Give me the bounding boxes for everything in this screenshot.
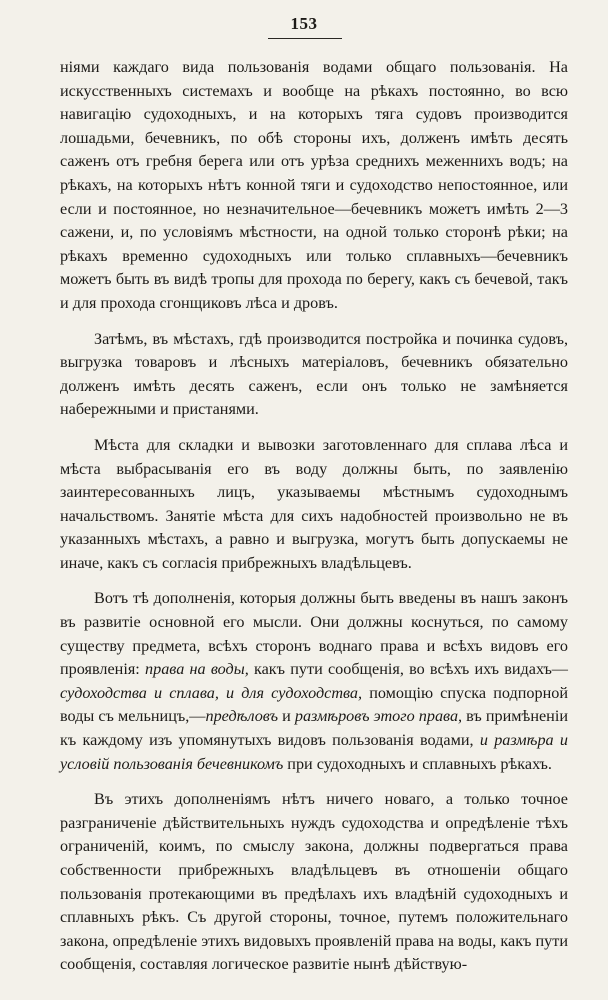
text-segment: въ примѣненіи къ каждому изъ упомянутыхъ видовъ пользованія водами, [60, 707, 568, 750]
text-segment: Въ этихъ дополненіямъ нѣтъ ничего новаго, а только точное разграниченіе дѣйствительныхъ нуждъ судоходства и опредѣленіе тѣхъ ограниченій, коимъ, по смыслу закона, должны подвергаться права собственности прибрежныхъ владѣльцевъ въ отношеніи общаго пользованія протекающими въ предѣлахъ ихъ владѣній судоходныхъ и сплавныхъ рѣкъ. Съ другой стороны, точное, путемъ положительнаго закона, опредѣленіе этихъ видовыхъ проявленій права на воды, какъ пути сообщенія, составляя логическое развитіе нынѣ дѣйствую- [60, 790, 568, 974]
text-segment: Мѣста для складки и вывозки заготовленнаго для сплава лѣса и мѣста выбрасыванія его въ воду должны быть, по заявленію заинтересованныхъ лицъ, указываемы мѣстнымъ судоходнымъ начальствомъ. Занятіе мѣста для сихъ надобностей произвольно не въ указанныхъ мѣстахъ, а равно и выгрузка, могутъ быть допускаемы не иначе, какъ съ согласія прибрежныхъ владѣльцевъ. [60, 435, 568, 572]
page-header [0, 14, 608, 36]
paragraph-continuation [60, 56, 568, 316]
paragraph [60, 328, 568, 422]
text-segment: ніями каждаго вида пользованія водами общаго пользованія. На искусственныхъ системахъ и вообще на рѣкахъ постоянно, во всю навигацію судоходныхъ, и на которыхъ тяга судовъ производится лошадьми, бечевникъ, по обѣ стороны ихъ, долженъ имѣть десять саженъ отъ гребня берега или отъ урѣза среднихъ меженнихъ водъ; на рѣкахъ, на которыхъ нѣтъ конной тяги и судоходство непостоянное, или если и постоянное, но незначительное—бечевникъ можетъ имѣть 2—3 сажени, и, по условіямъ мѣстности, на одной только сторонѣ рѣки; на рѣкахъ временно судоходныхъ или только сплавныхъ—бечевникъ можетъ быть въ видѣ тропы для прохода по берегу, какъ съ бечевой, такъ и для прохода сгонщиковъ лѣса и дровъ. [60, 58, 568, 312]
italic-segment: предѣловъ [205, 707, 279, 726]
paragraph [60, 788, 568, 977]
text-segment: Вотъ тѣ дополненія, которыя должны быть введены въ нашъ законъ въ развитіе основной его мысли. Они должны коснуться, по самому существу предмета, всѣхъ сторонъ воднаго права и всѣхъ видовъ его проявленія: [60, 589, 568, 679]
paragraph [60, 587, 568, 776]
text-segment: помощію спуска подпорной воды съ мельницъ,— [60, 683, 568, 726]
text-segment: при судоходныхъ и сплавныхъ рѣкахъ. [283, 754, 552, 773]
header-rule [268, 38, 342, 39]
italic-segment: размѣровъ этого права, [294, 707, 463, 726]
page-number: 153 [290, 14, 318, 33]
text-segment: какъ пути сообщенія, во всѣхъ ихъ видахъ— [248, 660, 568, 679]
paragraph [60, 434, 568, 576]
page-body [60, 56, 568, 977]
italic-segment: права на воды, [145, 660, 249, 679]
italic-segment: и размѣра и условій пользованія бечевникомъ [60, 731, 568, 773]
text-segment: и [278, 707, 295, 726]
italic-segment: судоходства и сплава, и для судоходства, [60, 683, 363, 702]
text-segment: Затѣмъ, въ мѣстахъ, гдѣ производится постройка и починка судовъ, выгрузка товаровъ и лѣсныхъ матеріаловъ, бечевникъ обязательно долженъ имѣть десять саженъ, если онъ только не замѣняется набережными и пристанями. [60, 329, 568, 419]
